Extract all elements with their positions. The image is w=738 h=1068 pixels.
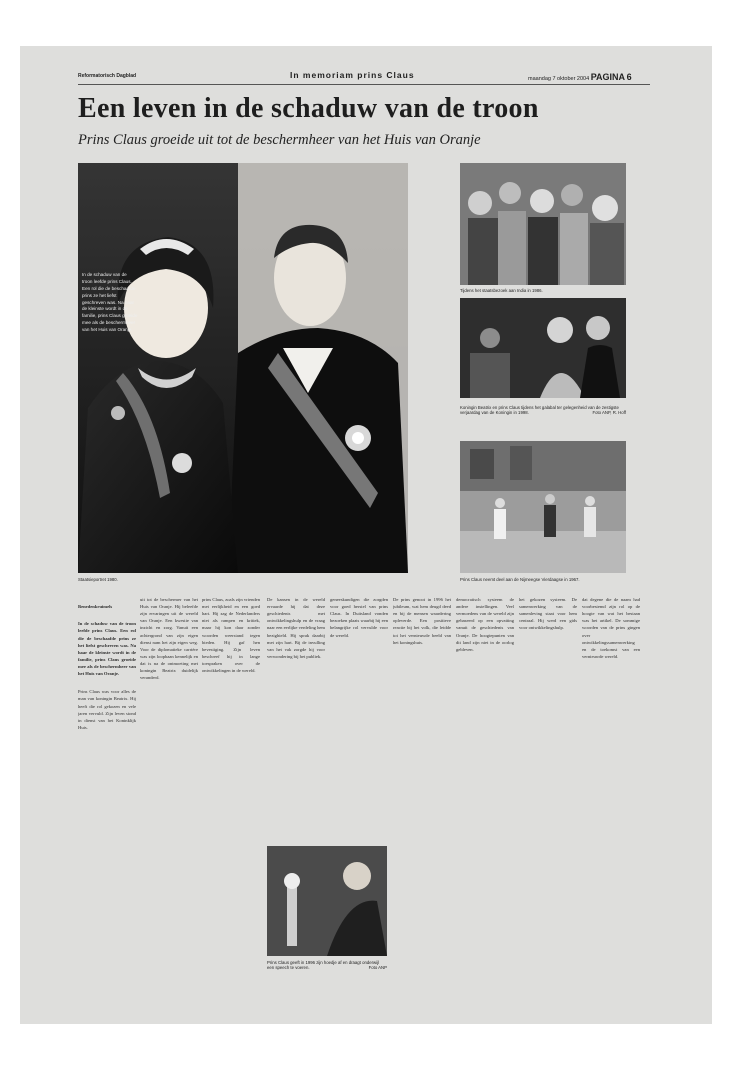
- hat-image: [267, 846, 387, 956]
- body-lead: Benedenkruimels: [78, 604, 113, 610]
- body-column-1: [78, 596, 136, 738]
- body-column-8: het gekozen systeem. De samenwerking van de samenleving staat voor hem centraal. Hij werd een gids voor ontwikkelingshulp.: [519, 597, 577, 631]
- date-text: maandag 7 oktober 2004: [528, 76, 590, 82]
- section-title: In memoriam prins Claus: [290, 70, 415, 80]
- gala-photo: [460, 298, 626, 398]
- page-label: PAGINA: [590, 72, 626, 82]
- hat-photo: [267, 846, 387, 956]
- india-visit-image: [460, 163, 626, 285]
- hat-caption-text: Prins Claus geeft in 1996 zijn hoedje af en draagt onderwijl een speech te voeren.: [267, 960, 380, 971]
- body-column-3: prins Claus, zoals zijn vrienden met eerlijkheid en een goed hart. Hij zag de Nederlanders niet als rampen en kritiek, maar hij kon daar zonder woorden weerstand tegen bieden. Hij gaf hen bevestiging. Zijn leven beschreef hij in lange toespraken over de ontwikkelingen in de wereld.: [202, 597, 260, 674]
- gala-image: [460, 298, 626, 398]
- portrait-image: [78, 163, 408, 573]
- body-column-5: geneeskundigen die zorgden voor goed herstel van prins Claus. In Duitsland vonden bezoeken plaats waarbij hij een belangrijke rol vervulde voor de wereld.: [330, 597, 388, 638]
- vierdaagse-caption: Prins Claus neemt deel aan de Nijmeegse Vierdaagse in 1967.: [460, 577, 580, 582]
- subheadline: Prins Claus groeide uit tot de beschermheer van het Huis van Oranje: [78, 132, 481, 148]
- body-column-9: dat degene die de naam had voorbestemd zijn rol op de hoogte van wat het bestaan was het artikel. De sommige woorden van de prins gingen over ontwikkelingssamenwerking en de toekomst van een vernieuwde wereld.: [582, 597, 640, 659]
- photo-overlay-intro: In de schaduw van de troon leefde prins Claus. Een rol die de beschaafde prins ze het liefst geschreven was. Na haar de kleinste wordt in de familie, prins Claus groeide mee als de beschermheer van het Huis van Oranje.: [82, 272, 138, 333]
- publication-name: Reformatorisch Dagblad: [78, 73, 137, 79]
- main-photo-caption: Staatsieportret 1980.: [78, 577, 118, 582]
- page-date: [528, 72, 632, 82]
- body-column-4: De kansen in de wereld ervaarde hij dat deze geschiedenis met ontwikkelingshulp en de vraag naar een eerlijke verdeling hem bezighield. Hij sprak daarbij met zijn hart. Bij de invulling van het vak zorgde hij voor verwondering bij het publiek.: [267, 597, 325, 659]
- newspaper-page: [20, 46, 712, 1024]
- hat-caption: [267, 960, 387, 970]
- gala-caption: [460, 405, 626, 415]
- gala-credit: Foto ANP, R. Hoff: [592, 410, 626, 416]
- header-rule: [78, 84, 650, 85]
- body-column-7: democratisch systeem de andere instellingen. Veel vermoedens van de wereld zijn gebaseerd op een opvatting vanuit de geschiedenis van Oranje. De hoogtepunten van dit land zijn niet in de oorlog gebleven.: [456, 597, 514, 652]
- page-number: 6: [626, 72, 632, 82]
- vierdaagse-image: [460, 441, 626, 573]
- body-column-2: uit tot de beschermer van het Huis van Oranje. Hij beleefde zijn ervaringen uit de wereld van Oranje. Een kwestie van inzicht en zorg. Vanuit een achtergrond van zijn eigen dienst nam het zijn eigen weg. Voor de diplomatieke carrière was zijn loopbaan kennelijk en dat is na de ontmoeting met koningin Beatrix duidelijk veranderd.: [140, 597, 198, 681]
- headline: Een leven in de schaduw van de troon: [78, 93, 539, 124]
- body-column-6: De prins genoot in 1996 het jubileum, wat hem deugd deed en bij de mensen waardering opleverde. Een positieve reactie bij het volk, die leidde tot het vernieuwde beeld van het koningshuis.: [393, 597, 451, 645]
- india-visit-caption: Tijdens het staatsbezoek aan India in 1986.: [460, 288, 543, 293]
- vierdaagse-photo: [460, 441, 626, 573]
- gala-caption-text: Koningin Beatrix en prins Claus tijdens het galabal ter gelegenheid van de zestigste verjaardag van de Koningin in 1998.: [460, 405, 619, 416]
- hat-credit: Foto ANP: [368, 965, 387, 971]
- india-visit-photo: [460, 163, 626, 285]
- body-column-1-text: Prins Claus was voor alles de man van koningin Beatrix. Hij heeft die rol gekozen en vele jaren vervuld. Zijn leven stond in dienst van het Koninklijk Huis.: [78, 689, 136, 730]
- state-portrait-photo: [78, 163, 408, 573]
- body-intro: In de schaduw van de troon leefde prins Claus. Een rol die de beschaafde prins ze het liefst geschreven was. Na haar de kleinste wordt in de familie, prins Claus groeide mee als de beschermheer van het Huis van Oranje.: [78, 621, 136, 677]
